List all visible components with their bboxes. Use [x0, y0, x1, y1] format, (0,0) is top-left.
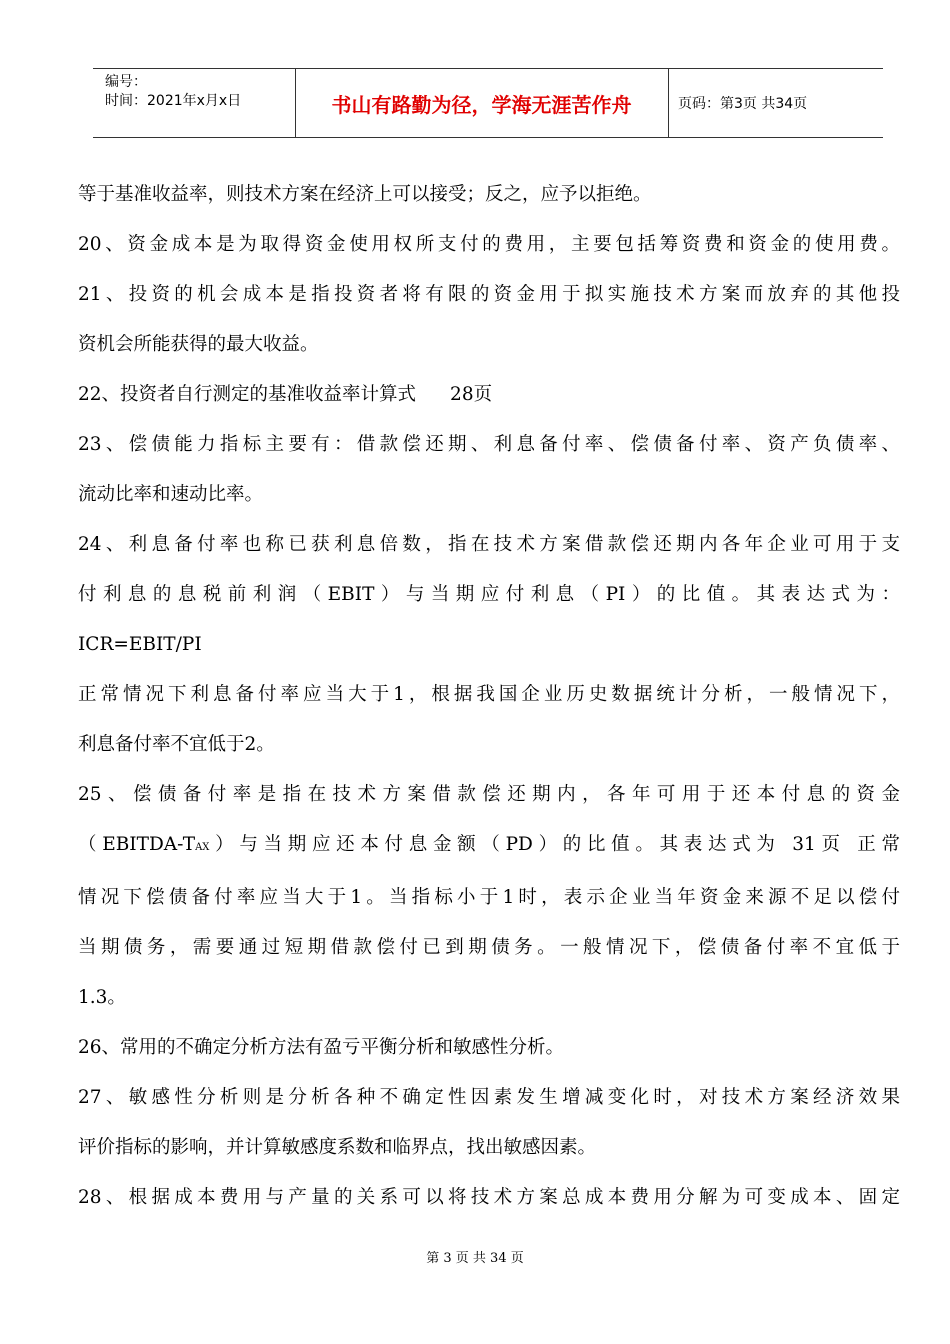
header-meta — [105, 73, 241, 111]
paragraph-line: 流动比率和速动比率。 — [78, 484, 264, 505]
paragraph-line: 情况下偿债备付率应当大于1。当指标小于1时，表示企业当年资金来源不足以偿付 — [78, 887, 900, 908]
page-footer: 第 3 页 共 34 页 — [426, 1251, 524, 1266]
header-divider — [668, 69, 669, 137]
paragraph-line: 资机会所能获得的最大收益。 — [78, 334, 319, 355]
paragraph-line: 28、根据成本费用与产量的关系可以将技术方案总成本费用分解为可变成本、固定 — [78, 1187, 900, 1208]
formula-line: ICR=EBIT/PI — [78, 634, 202, 655]
paragraph-line: 23、偿债能力指标主要有：借款偿还期、利息备付率、偿债备付率、资产负债率、 — [78, 434, 900, 455]
inline-text — [78, 834, 781, 855]
item-text: 22、投资者自行测定的基准收益率计算式 — [78, 384, 417, 405]
header-motto: 书山有路勤为径，学海无涯苦作舟 — [331, 92, 632, 117]
formula-subscript: AX — [195, 842, 210, 853]
document-body — [78, 170, 900, 1223]
page-reference: 28页 — [450, 384, 493, 405]
paragraph-line: 利息备付率不宜低于2。 — [78, 734, 275, 755]
paragraph-line: 评价指标的影响，并计算敏感度系数和临界点，找出敏感因素。 — [78, 1137, 597, 1158]
paragraph-line: 付利息的息税前利润（EBIT）与当期应付利息（PI）的比值。其表达式为： — [78, 584, 900, 605]
time-label: 时间：2021年x月x日 — [105, 93, 242, 109]
paragraph-line: 21、投资的机会成本是指投资者将有限的资金用于拟实施技术方案而放弃的其他投 — [78, 284, 900, 305]
number-label: 编号： — [105, 74, 147, 90]
formula-prefix: （EBITDA-T — [78, 834, 196, 855]
paragraph-line: 当期债务，需要通过短期借款偿付已到期债务。一般情况下，偿债备付率不宜低于 — [78, 937, 900, 958]
page-reference: 31页 — [792, 834, 846, 855]
paragraph-line — [78, 370, 900, 420]
paragraph-line: 24、利息备付率也称已获利息倍数，指在技术方案借款偿还期内各年企业可用于支 — [78, 534, 900, 555]
paragraph-line — [78, 820, 900, 873]
header-page-info: 页码：第3页 共34页 — [678, 96, 808, 112]
paragraph-line: 27、敏感性分析则是分析各种不确定性因素发生增减变化时，对技术方案经济效果 — [78, 1087, 900, 1108]
paragraph-line: 20、资金成本是为取得资金使用权所支付的费用，主要包括筹资费和资金的使用费。 — [78, 234, 900, 255]
paragraph-line: 26、常用的不确定分析方法有盈亏平衡分析和敏感性分析。 — [78, 1037, 565, 1058]
page-header — [93, 68, 883, 138]
inline-text: ）与当期应还本付息金额（PD）的比值。其表达式为 — [209, 834, 781, 855]
paragraph-line: 正常情况下利息备付率应当大于1，根据我国企业历史数据统计分析，一般情况下， — [78, 684, 900, 705]
paragraph-line: 1.3。 — [78, 987, 126, 1008]
inline-text: 正常 — [857, 834, 900, 855]
paragraph-line: 25、偿债备付率是指在技术方案借款偿还期内，各年可用于还本付息的资金 — [78, 784, 900, 805]
paragraph-line: 等于基准收益率，则技术方案在经济上可以接受；反之，应予以拒绝。 — [78, 184, 652, 205]
